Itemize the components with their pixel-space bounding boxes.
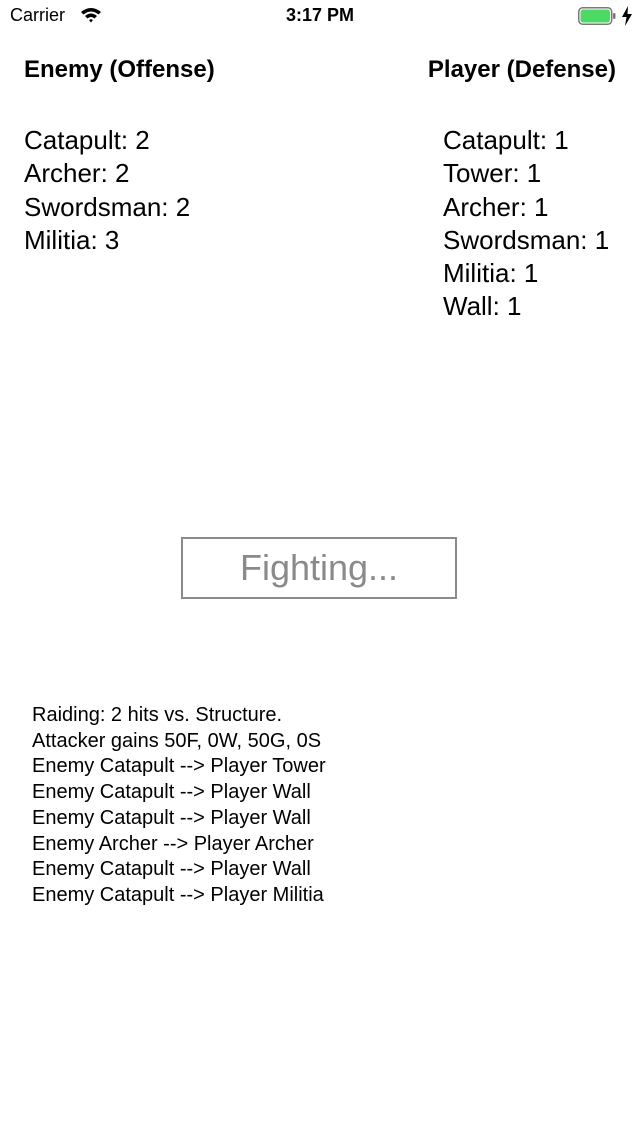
status-bar	[0, 0, 640, 34]
enemy-unit-item: Swordsman: 2	[24, 191, 191, 222]
battle-log-line: Enemy Catapult --> Player Wall	[32, 858, 311, 881]
charging-icon	[621, 6, 633, 26]
player-heading: Player (Defense)	[427, 56, 616, 83]
enemy-heading: Enemy (Offense)	[24, 56, 215, 83]
battle-log-line: Enemy Catapult --> Player Tower	[32, 755, 326, 778]
battle-log-line: Enemy Catapult --> Player Wall	[32, 781, 311, 804]
battle-log-line: Attacker gains 50F, 0W, 50G, 0S	[32, 729, 322, 752]
player-unit-item: Swordsman: 1	[443, 224, 610, 255]
battle-log-line: Raiding: 2 hits vs. Structure.	[32, 704, 283, 726]
battery-icon	[578, 7, 616, 25]
player-unit-item: Catapult: 1	[443, 125, 569, 155]
carrier-label: Carrier	[10, 5, 66, 25]
enemy-unit-item: Catapult: 2	[24, 125, 150, 155]
player-unit-list	[443, 124, 609, 324]
fighting-button[interactable]: Fighting...	[181, 537, 457, 599]
player-unit-item: Militia: 1	[443, 258, 539, 289]
enemy-unit-item: Militia: 3	[24, 224, 120, 255]
battle-log-line: Enemy Archer --> Player Archer	[32, 832, 314, 855]
battle-log-line: Enemy Catapult --> Player Wall	[32, 806, 311, 829]
enemy-unit-list	[24, 124, 190, 257]
enemy-unit-item: Archer: 2	[24, 158, 130, 189]
player-unit-item: Tower: 1	[443, 158, 542, 189]
battle-log	[32, 703, 326, 909]
player-unit-item: Archer: 1	[443, 191, 549, 222]
status-time: 3:17 PM	[285, 5, 355, 25]
battle-log-line: Enemy Catapult --> Player Militia	[32, 883, 324, 906]
player-unit-item: Wall: 1	[443, 291, 522, 322]
